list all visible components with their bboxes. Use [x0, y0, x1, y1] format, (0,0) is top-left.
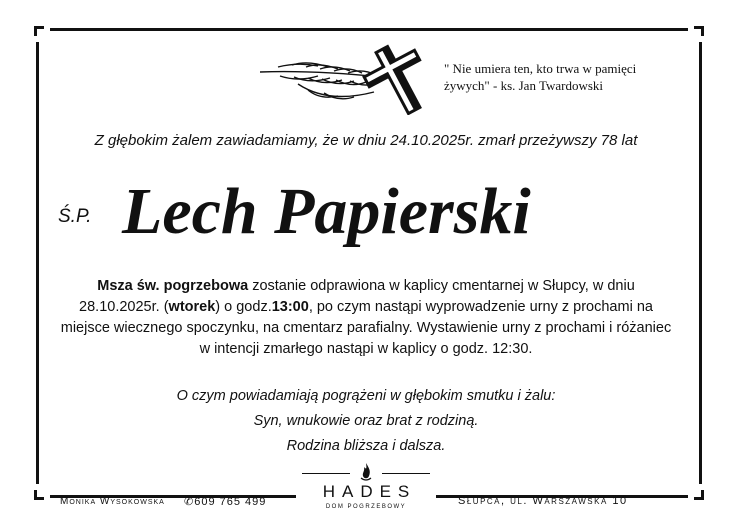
mass-time: 13:00: [271, 299, 309, 315]
quote-line-1: " Nie umiera ten, kto trwa w pamięci: [444, 61, 637, 76]
quote-line-2: żywych" - ks. Jan Twardowski: [444, 78, 604, 93]
closing-block: [0, 384, 732, 459]
footer-phone: ✆609 765 499: [184, 496, 267, 508]
mass-text-3: , po czym nastąpi wyprowadzenie urny z prochami na miejsce wiecznego spoczynku, na cmentarz parafialny. Wystawienie urny z prochami i różaniec w intencji zmarłego nastąpi w kaplicy o godz. 12:30.: [60, 299, 672, 357]
flame-icon: [358, 462, 374, 482]
mass-text-1: zostanie odprawiona w kaplicy cmentarnej w Słupcy, w dniu 28.10.2025r. (: [79, 278, 635, 315]
name-prefix: Ś.P.: [58, 206, 92, 227]
cross-with-palm-icon: [258, 40, 438, 115]
frame-corner-bottom-left: [34, 484, 50, 500]
frame-corner-bottom-right: [688, 484, 704, 500]
mass-weekday: wtorek: [168, 299, 216, 315]
quote-block: [444, 60, 694, 94]
closing-line-2: Syn, wnukowie oraz brat z rodziną.: [253, 413, 479, 429]
footer-contact-name: Monika Wysokowska: [60, 496, 165, 507]
logo-text: HADES: [322, 482, 417, 501]
frame-corner-top-left: [34, 26, 50, 42]
mass-text-2: ) o godz.: [215, 299, 272, 315]
funeral-mass-info: [58, 276, 674, 360]
logo-line-left: [302, 473, 350, 474]
frame-corner-top-right: [688, 26, 704, 42]
footer-address: Słupca, ul. Warszawska 10: [458, 495, 628, 507]
logo-line-right: [382, 473, 430, 474]
deceased-name: Lech Papierski: [122, 175, 531, 248]
hades-logo: [296, 460, 436, 516]
logo-subtitle: DOM POGRZEBOWY: [325, 504, 407, 510]
closing-line-3: Rodzina bliższa i dalsza.: [286, 438, 446, 454]
intro-text: Z głębokim żalem zawiadamiamy, że w dniu 24.10.2025r. zmarł przeżywszy 78 lat: [94, 132, 638, 149]
closing-line-1: O czym powiadamiają pogrążeni w głębokim smutku i żalu:: [176, 388, 556, 404]
mass-heading: Msza św. pogrzebowa: [97, 278, 249, 294]
